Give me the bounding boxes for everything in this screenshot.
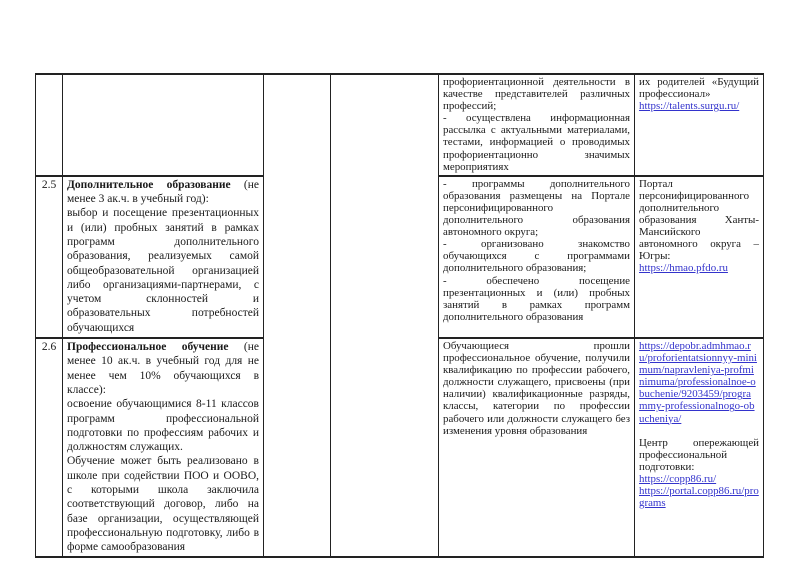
result-text: - обеспечено посещение презентационных и (или) пробных занятий в рамках программ дополнительного образования <box>443 274 630 323</box>
activity-title: Дополнительное образование <box>67 178 231 191</box>
links-intro-text: Портал персонифицированного дополнительного образования Ханты-Мансийского автономного округа – Югры: <box>639 177 759 263</box>
table-row-continuation <box>36 74 764 176</box>
row-number-cell <box>36 74 63 176</box>
row-number-cell <box>36 176 63 338</box>
row-number: 2.6 <box>41 341 57 354</box>
links-cell <box>635 338 764 557</box>
result-text: - осуществлена информационная рассылка с актуальными материалами, тестами, информацией о проводимых профориентационно значимых мероприятиях <box>443 112 630 173</box>
link-hmao-pfdo[interactable]: https://hmao.pfdo.ru <box>639 262 728 275</box>
activity-cell <box>63 176 264 338</box>
links-cell <box>635 176 764 338</box>
result-text: Обучающиеся прошли профессиональное обучение, получили квалификацию по профессии рабочего, должности служащего, присвоены (при наличии) квалификационные разряды, классы, категории по профессии рабочего или должности служащего без изменения уровня образования <box>443 340 630 437</box>
result-text: - организовано знакомство обучающихся с программами дополнительного образования; <box>443 238 630 275</box>
activity-body: выбор и посещение презентационных и (или) пробных занятий в рамках программ дополнительного образования, реализуемых самой общеобразовательной организацией либо организациями-партнерами, с учетом склонностей и образовательных потребностей обучающихся <box>67 207 259 334</box>
link-copp86[interactable]: https://copp86.ru/ <box>639 472 717 485</box>
link-talents-surgu[interactable]: https://talents.surgu.ru/ <box>639 100 740 113</box>
links-cell <box>635 74 764 176</box>
activity-cell <box>63 338 264 557</box>
activity-heading <box>67 178 259 207</box>
activity-cell <box>63 74 264 176</box>
spacer <box>639 425 759 437</box>
activity-note: (не менее 10 ак.ч. в учебный год для не менее чем 10% обучающихся в классе): <box>67 341 259 396</box>
links-intro-text: Центр опережающей профессиональной подготовки: <box>639 436 759 473</box>
profminimum-table <box>35 73 764 558</box>
result-text: - программы дополнительного образования размещены на Портале персонифицированного дополнительного образования автономного округа; <box>443 177 630 239</box>
empty-column-2 <box>331 74 439 557</box>
activity-title: Профессиональное обучение <box>67 341 229 354</box>
result-cell <box>439 176 635 338</box>
activity-body: Обучение может быть реализовано в школе при содействии ПОО и ООВО, с которыми школа заключила соответствующий договор, либо на базе организации, осуществляющей профессиональную подготовку, либо в форме самообразования <box>67 455 259 554</box>
row-number-cell <box>36 338 63 557</box>
result-cell <box>439 338 635 557</box>
links-intro-text: их родителей «Будущий профессионал» <box>639 76 759 101</box>
link-portal-copp86[interactable]: https://portal.copp86.ru/programs <box>639 485 759 510</box>
result-cell <box>439 74 635 176</box>
activity-note: (не менее 3 ак.ч. в учебный год): <box>67 178 259 206</box>
activity-heading <box>67 340 259 397</box>
empty-column-1 <box>264 74 331 557</box>
result-text: профориентационной деятельности в качестве представителей различных профессий; <box>443 76 630 113</box>
activity-body: освоение обучающимися 8-11 классов программ профессиональной подготовки по профессиям рабочих и должностям служащих. <box>67 398 259 454</box>
link-depobr-admhmao[interactable]: https://depobr.admhmao.ru/proforientatsionnyy-minimum/napravleniya-profminimuma/professionalnoe-obuchenie/9203459/programmy-professionalnogo-obucheniya/ <box>639 340 757 425</box>
row-number: 2.5 <box>41 178 57 191</box>
